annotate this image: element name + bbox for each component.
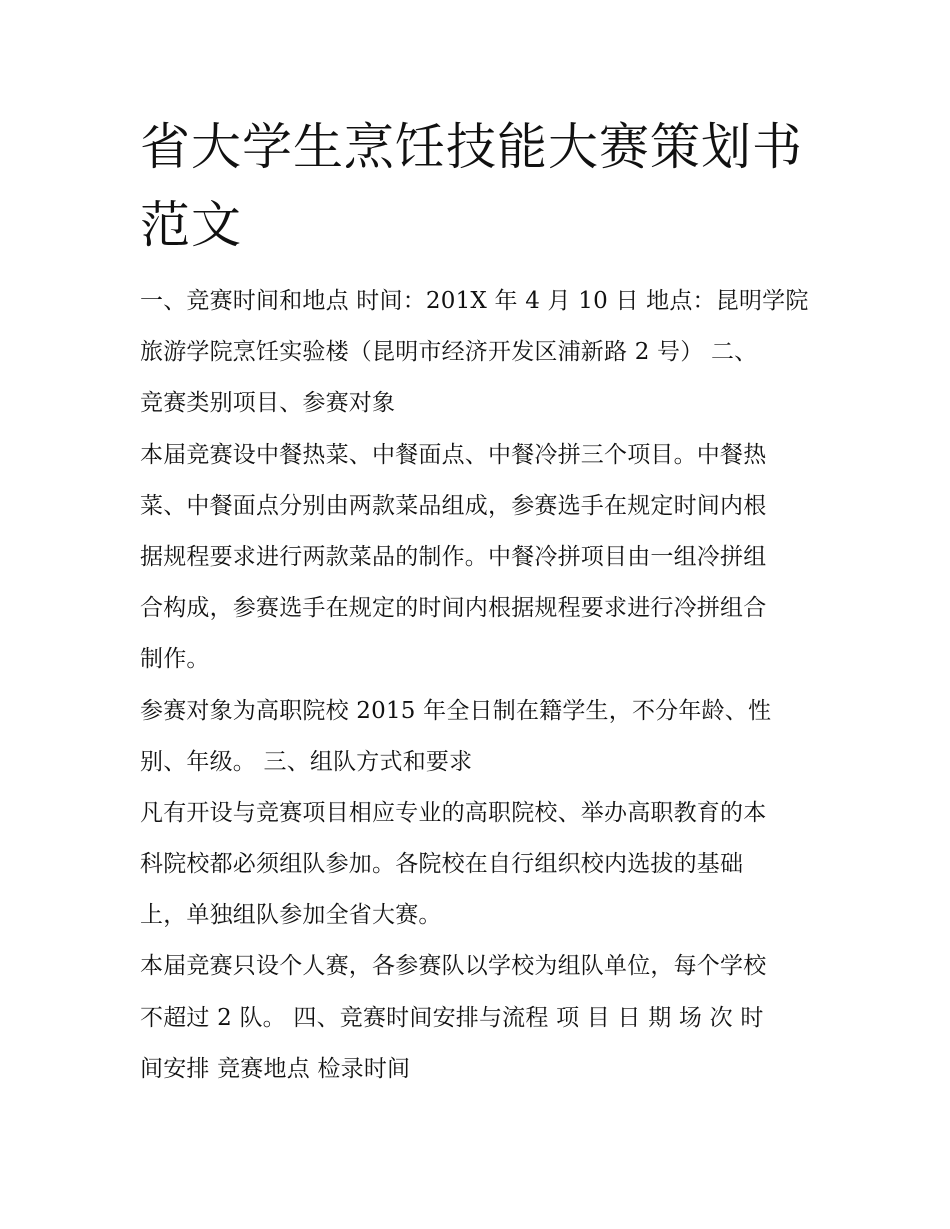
- body-line: 旅游学院烹饪实验楼（昆明市经济开发区浦新路 2 号） 二、: [140, 339, 758, 366]
- body-line: 凡有开设与竞赛项目相应专业的高职院校、举办高职教育的本: [140, 799, 767, 826]
- document-body: [140, 276, 830, 1095]
- body-line: 参赛对象为高职院校 2015 年全日制在籍学生，不分年龄、性: [140, 697, 772, 724]
- body-line: 本届竞赛只设个人赛，各参赛队以学校为组队单位，每个学校: [140, 953, 767, 980]
- body-line: 间安排 竞赛地点 检录时间: [140, 1055, 411, 1082]
- body-line: 据规程要求进行两款菜品的制作。中餐冷拼项目由一组冷拼组: [140, 543, 767, 570]
- body-line: 合构成，参赛选手在规定的时间内根据规程要求进行冷拼组合: [140, 595, 767, 622]
- body-line: 本届竞赛设中餐热菜、中餐面点、中餐冷拼三个项目。中餐热: [140, 441, 767, 468]
- body-line: 上，单独组队参加全省大赛。: [140, 902, 442, 929]
- title-line: 范文: [140, 196, 242, 254]
- body-line: 菜、中餐面点分别由两款菜品组成，参赛选手在规定时间内根: [140, 492, 767, 519]
- title-line: 省大学生烹饪技能大赛策划书: [140, 118, 803, 176]
- body-line: 竞赛类别项目、参赛对象: [140, 390, 396, 417]
- body-line: 别、年级。 三、组队方式和要求: [140, 748, 473, 775]
- body-line: 一、竞赛时间和地点 时间：201X 年 4 月 10 日 地点：昆明学院: [140, 288, 809, 314]
- body-line: 科院校都必须组队参加。各院校在自行组织校内选拔的基础: [140, 851, 744, 878]
- body-line: 不超过 2 队。 四、竞赛时间安排与流程 项 目 日 期 场 次 时: [140, 1004, 764, 1031]
- document-title: [140, 108, 820, 264]
- body-line: 制作。: [140, 646, 210, 673]
